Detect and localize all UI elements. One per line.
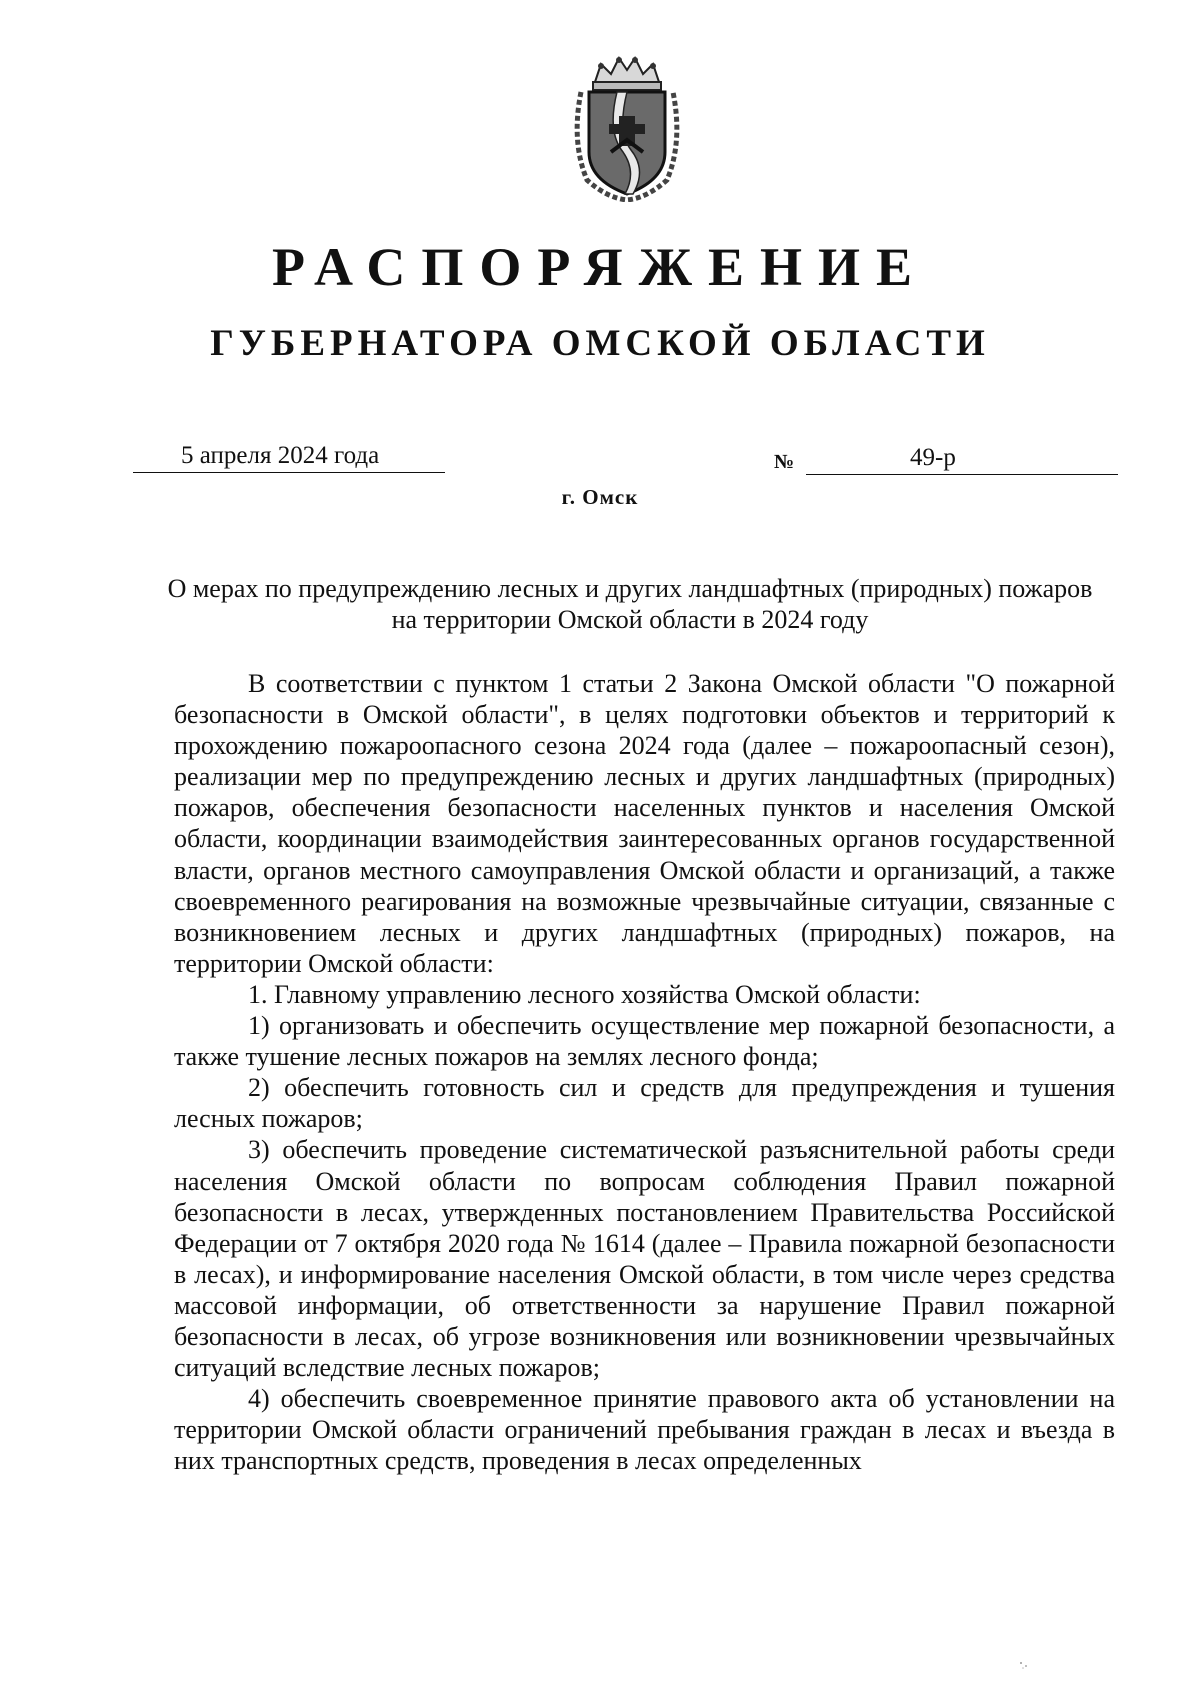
city-label: г. Омск bbox=[561, 485, 639, 509]
body-paragraph: 3) обеспечить проведение систематической разъяснительной работы среди населения Омской области по вопросам соблюдения Правил пожарной безопасности в лесах, утвержденных постановлением Правительства Российской Федерации от 7 октября 2020 года № 1614 (далее – Правила пожарной безопасности в лесах), и информирование населения Омской области, в том числе через средства массовой информации, об ответственности за нарушение Правил пожарной безопасности в лесах, об угрозе возникновения или возникновении чрезвычайных ситуаций вследствие лесных пожаров; bbox=[174, 1135, 1115, 1383]
body-paragraph: 1) организовать и обеспечить осуществление мер пожарной безопасности, а также тушение лесных пожаров на землях лесного фонда; bbox=[174, 1011, 1115, 1072]
document-date: 5 апреля 2024 года bbox=[133, 440, 445, 473]
omsk-coat-of-arms-emblem bbox=[567, 52, 687, 202]
body-paragraph: 2) обеспечить готовность сил и средств для предупреждения и тушения лесных пожаров; bbox=[174, 1073, 1115, 1134]
document-title: РАСПОРЯЖЕНИЕ bbox=[271, 237, 929, 297]
number-label: № bbox=[774, 451, 795, 473]
document-number: 49-р bbox=[806, 442, 1118, 475]
body-paragraph: 1. Главному управлению лесного хозяйства Омской области: bbox=[248, 979, 921, 1009]
document-heading: О мерах по предупреждению лесных и других ландшафтных (природных) пожаров на территории Омской области в 2024 году bbox=[167, 574, 1093, 634]
body-paragraph: 4) обеспечить своевременное принятие правового акта об установлении на территории Омской области ограничений пребывания граждан в лесах и въезда в них транспортных средств, проведения в лесах определенных bbox=[174, 1384, 1115, 1476]
scan-speck bbox=[1018, 1660, 1030, 1670]
document-subtitle: ГУБЕРНАТОРА ОМСКОЙ ОБЛАСТИ bbox=[210, 323, 990, 364]
body-paragraph: В соответствии с пунктом 1 статьи 2 Закона Омской области "О пожарной безопасности в Омской области", в целях подготовки объектов и территорий к прохождению пожароопасного сезона 2024 года (далее – пожароопасный сезон), реализации мер по предупреждению лесных и других ландшафтных (природных) пожаров, обеспечения безопасности населенных пунктов и населения Омской области, координации взаимодействия заинтересованных органов государственной власти, органов местного самоуправления Омской области и организаций, а также своевременного реагирования на возможные чрезвычайные ситуации, связанные с возникновением лесных и других ландшафтных (природных) пожаров, на территории Омской области: bbox=[174, 669, 1115, 978]
document-body bbox=[174, 668, 1115, 1476]
